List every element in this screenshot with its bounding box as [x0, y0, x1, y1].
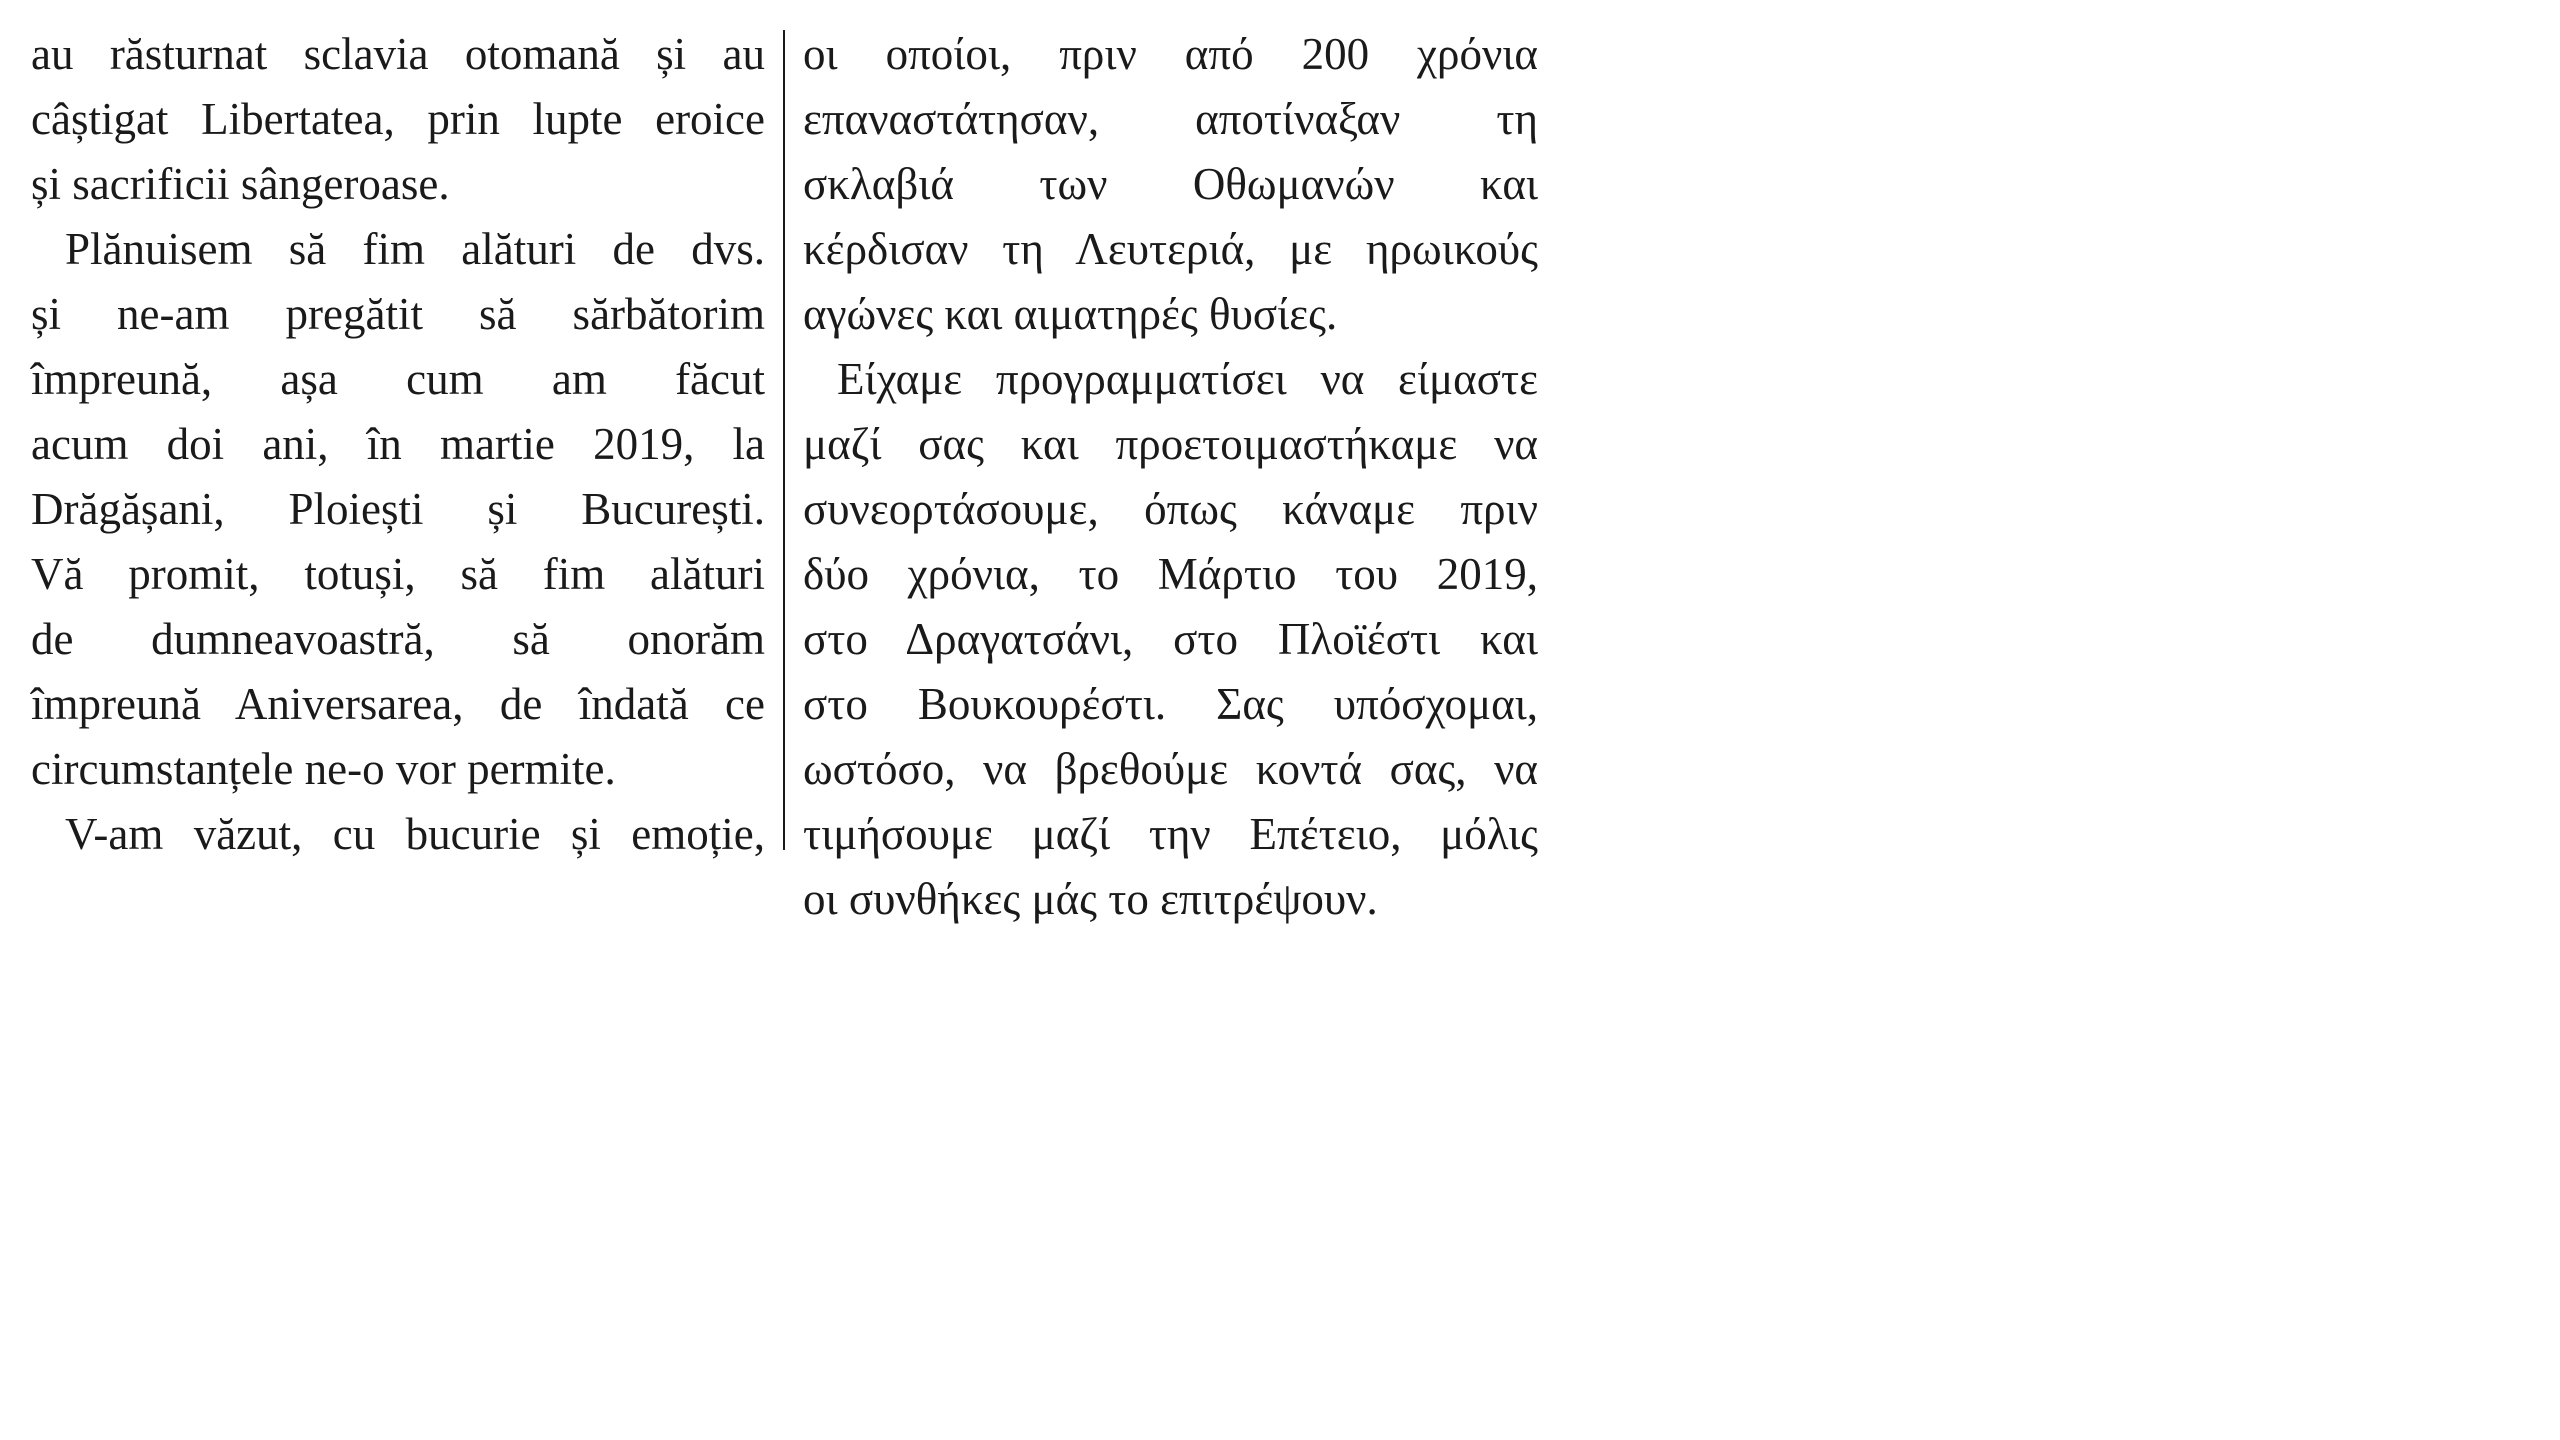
text-line: Vă promit, totuși, să fim alături: [31, 549, 765, 599]
text-line: δύο χρόνια, το Μάρτιο του 2019,: [803, 549, 1538, 599]
text-line: στο Βουκουρέστι. Σας υπόσχομαι,: [803, 679, 1538, 729]
text-line: și sacrificii sângeroase.: [31, 159, 450, 209]
text-line: câștigat Libertatea, prin lupte eroice: [31, 94, 765, 144]
text-line: οι συνθήκες μάς το επιτρέψουν.: [803, 874, 1378, 924]
romanian-text-column: [31, 22, 765, 867]
paragraph-first-line: V-am văzut, cu bucurie și emoție,: [65, 809, 765, 859]
text-line: επαναστάτησαν, αποτίναξαν τη: [803, 94, 1538, 144]
text-line: împreună, așa cum am făcut: [31, 354, 765, 404]
text-line: circumstanțele ne-o vor permite.: [31, 744, 616, 794]
paragraph-first-line: Plănuisem să fim alături de dvs.: [65, 224, 765, 274]
text-line: ωστόσο, να βρεθούμε κοντά σας, να: [803, 744, 1538, 794]
text-line: σκλαβιά των Οθωμανών και: [803, 159, 1538, 209]
text-line: împreună Aniversarea, de îndată ce: [31, 679, 765, 729]
text-line: οι οποίοι, πριν από 200 χρόνια: [803, 29, 1538, 79]
text-line: Drăgășani, Ploiești și București.: [31, 484, 765, 534]
text-line: συνεορτάσουμε, όπως κάναμε πριν: [803, 484, 1538, 534]
text-line: și ne-am pregătit să sărbătorim: [31, 289, 765, 339]
text-line: τιμήσουμε μαζί την Επέτειο, μόλις: [803, 809, 1538, 859]
text-line: στο Δραγατσάνι, στο Πλοϊέστι και: [803, 614, 1538, 664]
text-line: au răsturnat sclavia otomană și au: [31, 29, 765, 79]
text-line: κέρδισαν τη Λευτεριά, με ηρωικούς: [803, 224, 1538, 274]
paragraph-first-line: Είχαμε προγραμματίσει να είμαστε: [837, 354, 1538, 404]
text-line: acum doi ani, în martie 2019, la: [31, 419, 765, 469]
text-line: μαζί σας και προετοιμαστήκαμε να: [803, 419, 1538, 469]
greek-text-column: [803, 22, 1538, 932]
column-divider: [783, 30, 785, 850]
text-line: αγώνες και αιματηρές θυσίες.: [803, 289, 1338, 339]
document-page: [0, 0, 1561, 924]
text-line: de dumneavoastră, să onorăm: [31, 614, 765, 664]
